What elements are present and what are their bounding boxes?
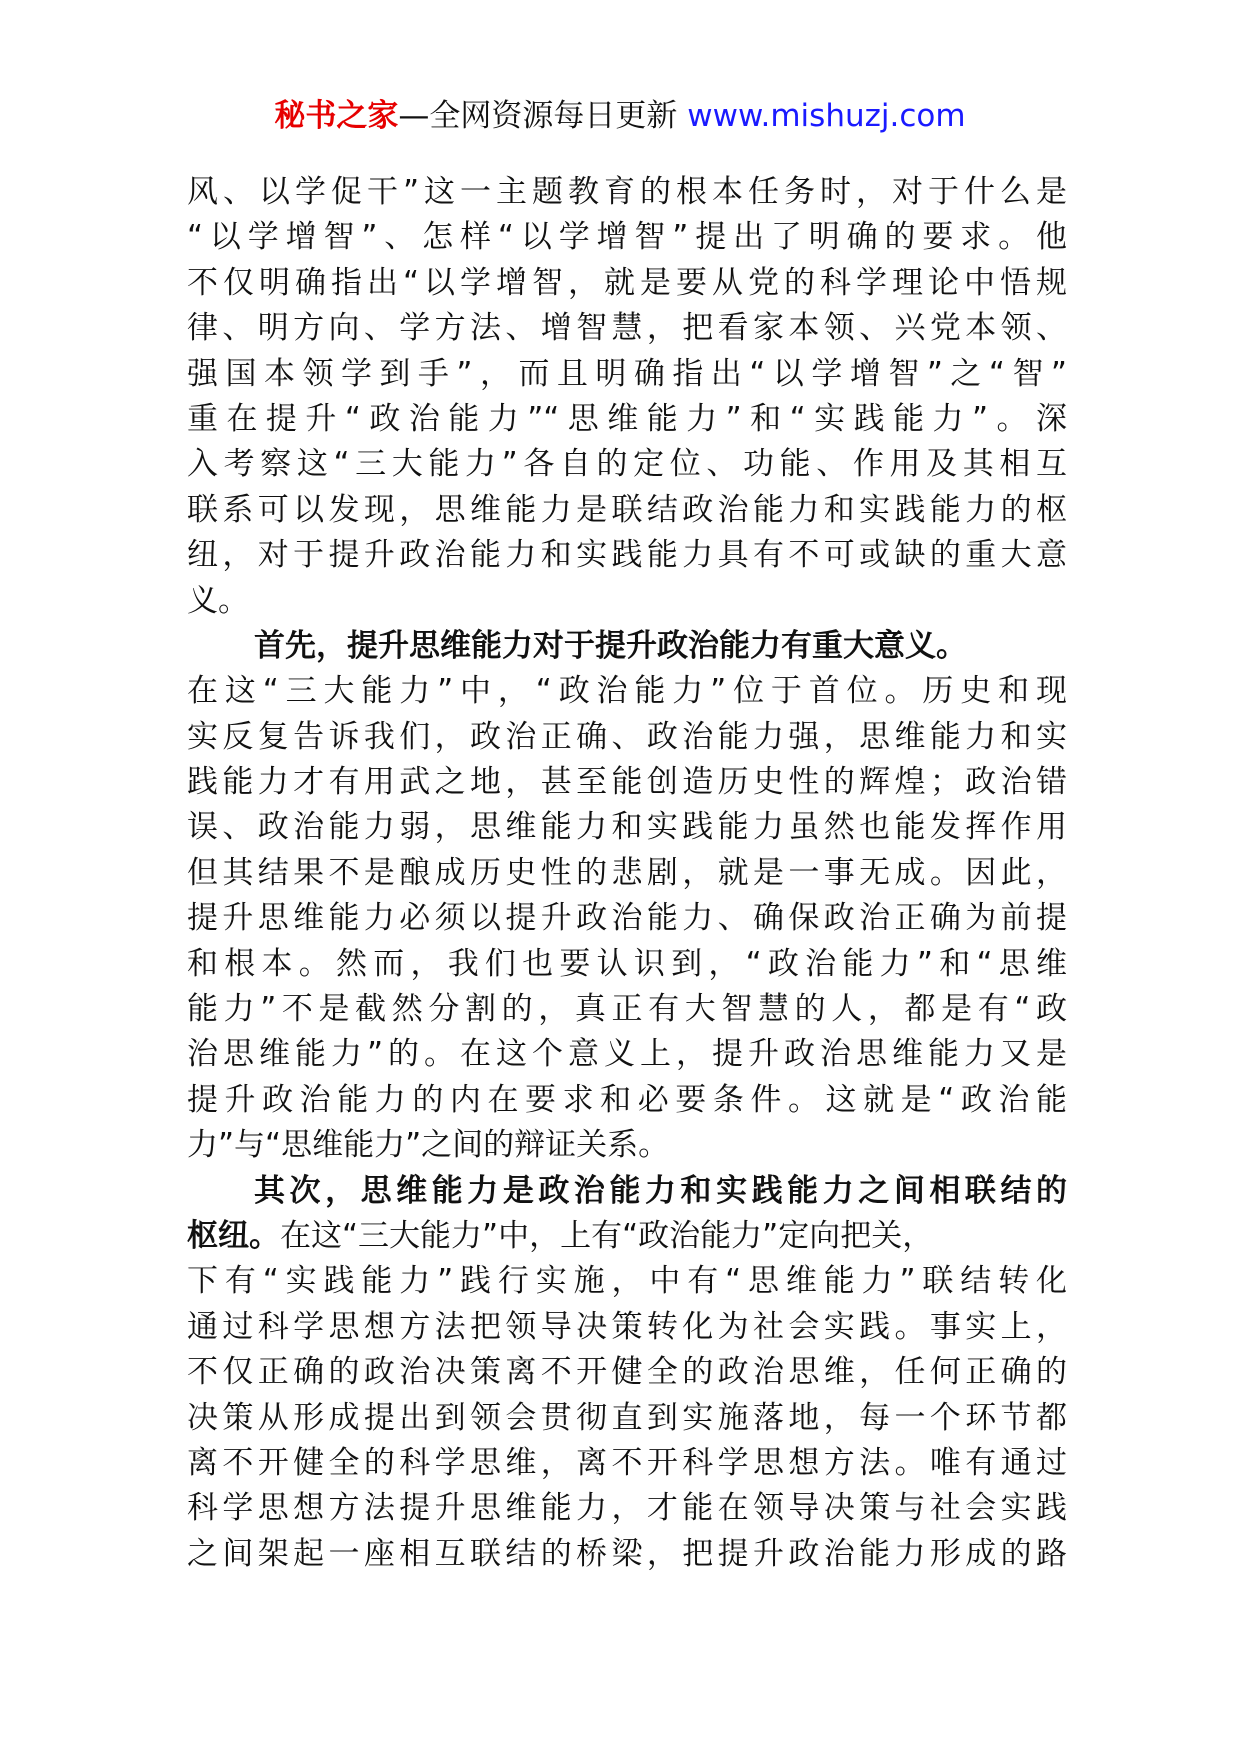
text-line: 下有“实践能力”践行实施，中有“思维能力”联结转化 (187, 1263, 1067, 1300)
text-line: 之间架起一座相互联结的桥梁，把提升政治能力形成的路 (187, 1535, 1067, 1572)
header-tagline: —全网资源每日更新 (398, 98, 678, 134)
section-heading-first: 首先，提升思维能力对于提升政治能力有重大意义。 (254, 627, 967, 664)
text-line: 科学思想方法提升思维能力，才能在领导决策与社会实践 (187, 1490, 1067, 1527)
text-line (187, 1214, 1067, 1259)
text-fragment: 在这“三大能力”中，上有“政治能力”定向把关， (280, 1217, 934, 1254)
text-line: 强国本领学到手”，而且明确指出“以学增智”之“智” (187, 355, 1067, 392)
text-line: 风、以学促干”这一主题教育的根本任务时，对于什么是 (187, 174, 1067, 210)
text-line: 实反复告诉我们，政治正确、政治能力强，思维能力和实 (187, 718, 1067, 755)
text-line: 提升政治能力的内在要求和必要条件。这就是“政治能 (187, 1081, 1067, 1118)
section-heading-second: 其次，思维能力是政治能力和实践能力之间相联结的 (254, 1172, 1067, 1209)
text-line: 误、政治能力弱，思维能力和实践能力虽然也能发挥作用 (187, 809, 1067, 846)
text-line: 力”与“思维能力”之间的辩证关系。 (187, 1127, 670, 1164)
text-line: 联系可以发现，思维能力是联结政治能力和实践能力的枢 (187, 491, 1067, 528)
text-line: 通过科学思想方法把领导决策转化为社会实践。事实上， (187, 1308, 1067, 1345)
text-line: 能力”不是截然分割的，真正有大智慧的人，都是有“政 (187, 991, 1067, 1028)
text-line: 但其结果不是酿成历史性的悲剧，就是一事无成。因此， (187, 854, 1067, 891)
section-heading-second-end: 枢纽。 (187, 1217, 280, 1254)
text-line: 离不开健全的科学思维，离不开科学思想方法。唯有通过 (187, 1444, 1067, 1481)
site-url-link[interactable]: www.mishuzj.com (687, 98, 966, 134)
text-line: 纽，对于提升政治能力和实践能力具有不可或缺的重大意 (187, 537, 1067, 574)
text-line: “以学增智”、怎样“以学增智”提出了明确的要求。他 (187, 219, 1067, 256)
text-line: 在这“三大能力”中，“政治能力”位于首位。历史和现 (187, 673, 1067, 710)
text-line: 和根本。然而，我们也要认识到，“政治能力”和“思维 (187, 945, 1067, 982)
page-header (0, 94, 1240, 138)
text-line: 提升思维能力必须以提升政治能力、确保政治正确为前提 (187, 900, 1067, 937)
text-line: 决策从形成提出到领会贯彻直到实施落地，每一个环节都 (187, 1399, 1067, 1436)
text-line: 践能力才有用武之地，甚至能创造历史性的辉煌；政治错 (187, 764, 1067, 801)
text-line: 不仅正确的政治决策离不开健全的政治思维，任何正确的 (187, 1354, 1067, 1391)
text-line: 不仅明确指出“以学增智，就是要从党的科学理论中悟规 (187, 264, 1067, 301)
text-line: 义。 (187, 582, 249, 619)
text-line: 律、明方向、学方法、增智慧，把看家本领、兴党本领、 (187, 310, 1067, 347)
document-body (187, 170, 1067, 1577)
text-line: 治思维能力”的。在这个意义上，提升政治思维能力又是 (187, 1036, 1067, 1073)
text-line: 重在提升“政治能力”“思维能力”和“实践能力”。深 (187, 400, 1067, 437)
brand-name: 秘书之家 (274, 98, 399, 134)
text-line: 入考察这“三大能力”各自的定位、功能、作用及其相互 (187, 446, 1067, 483)
